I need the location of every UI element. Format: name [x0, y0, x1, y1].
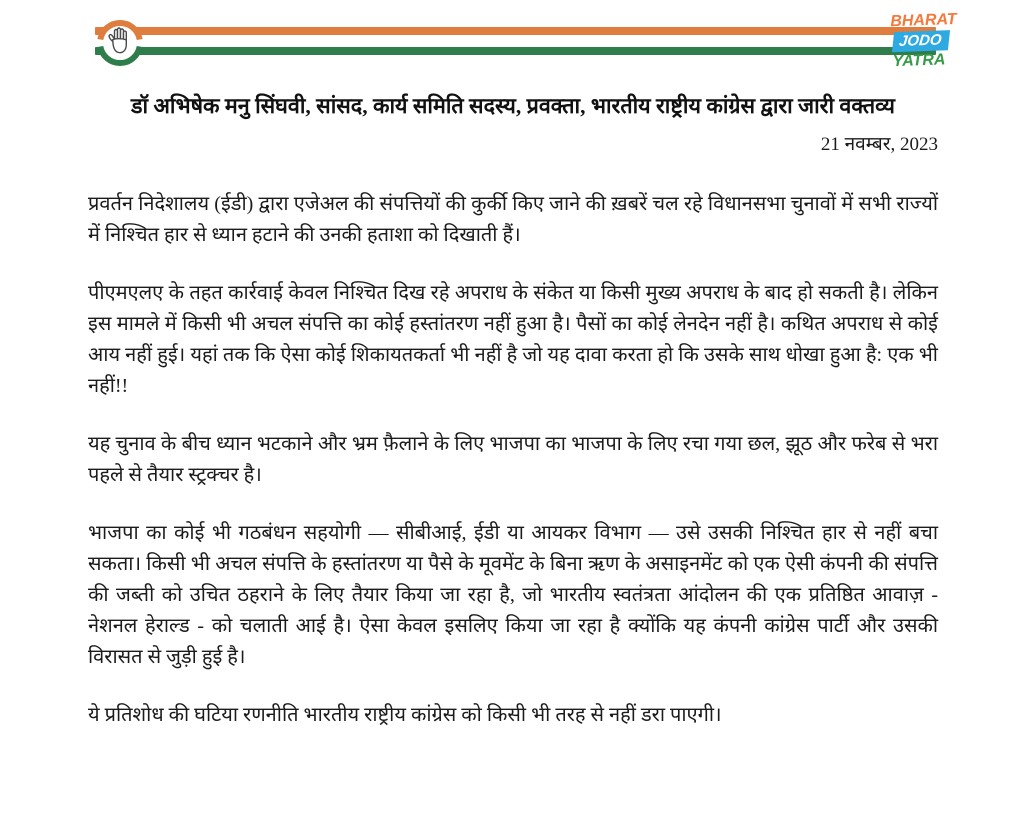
congress-logo [96, 19, 144, 67]
paragraph-4: भाजपा का कोई भी गठबंधन सहयोगी — सीबीआई, ईडी या आयकर विभाग — उसे उसकी निश्चित हार से नहीं बचा सकता। किसी भी अचल संपत्ति के हस्तांतरण या पैसे के मूवमेंट के बिना ऋण के असाइनमेंट को एक ऐसी कंपनी की संपत्ति की जब्ती को उचित ठहराने के लिए तैयार किया जा रहा है, जो भारतीय स्वतंत्रता आंदोलन की एक प्रतिष्ठित आवाज़ - नेशनल हेराल्ड - को चलाती आई है। ऐसा केवल इसलिए किया जा रहा है क्योंकि यह कंपनी कांग्रेस पार्टी और उसकी विरासत से जुड़ी हुई है। [88, 522, 938, 669]
green-stripe [95, 47, 936, 55]
tricolor-stripes [95, 27, 936, 55]
press-release-body [0, 92, 1024, 731]
saffron-stripe [95, 27, 936, 35]
page-title: डॉ अभिषेक मनु सिंघवी, सांसद, कार्य समिति सदस्य, प्रवक्ता, भारतीय राष्ट्रीय कांग्रेस द्वारा जारी वक्तव्य [131, 94, 895, 118]
bjy-yatra-text: YATRA [892, 51, 946, 71]
paragraph-2: पीएमएलए के तहत कार्रवाई केवल निश्चित दिख रहे अपराध के संकेत या किसी मुख्य अपराध के बाद हो सकती है। लेकिन इस मामले में किसी भी अचल संपत्ति का कोई हस्तांतरण नहीं हुआ है। पैसों का कोई लेनदेन नहीं है। कथित अपराध से कोई आय नहीं हुई। यहां तक कि ऐसा कोई शिकायतकर्ता भी नहीं है जो यह दावा करता हो कि उसके साथ धोखा हुआ है: एक भी नहीं!! [88, 282, 938, 398]
paragraph-5: ये प्रतिशोध की घटिया रणनीति भारतीय राष्ट्रीय कांग्रेस को किसी भी तरह से नहीं डरा पाएगी। [88, 704, 722, 727]
hand-icon [96, 19, 144, 67]
bharat-jodo-yatra-logo [890, 12, 962, 70]
document-date: 21 नवम्बर, 2023 [820, 134, 938, 156]
paragraph-1: प्रवर्तन निदेशालय (ईडी) द्वारा एजेअल की संपत्तियों की कुर्की किए जाने की ख़बरें चल रहे विधानसभा चुनावों में सभी राज्यों में निश्चित हार से ध्यान हटाने की उनकी हताशा को दिखाती हैं। [88, 193, 938, 247]
bjy-bharat-text: BHARAT [890, 10, 957, 31]
bjy-jodo-badge [893, 30, 962, 52]
bjy-jodo-text: JODO [892, 30, 950, 52]
paragraph-3: यह चुनाव के बीच ध्यान भटकाने और भ्रम फ़ैलाने के लिए भाजपा का भाजपा के लिए रचा गया छल, झूठ और फरेब से भरा पहले से तैयार स्ट्रक्चर है। [88, 433, 938, 487]
